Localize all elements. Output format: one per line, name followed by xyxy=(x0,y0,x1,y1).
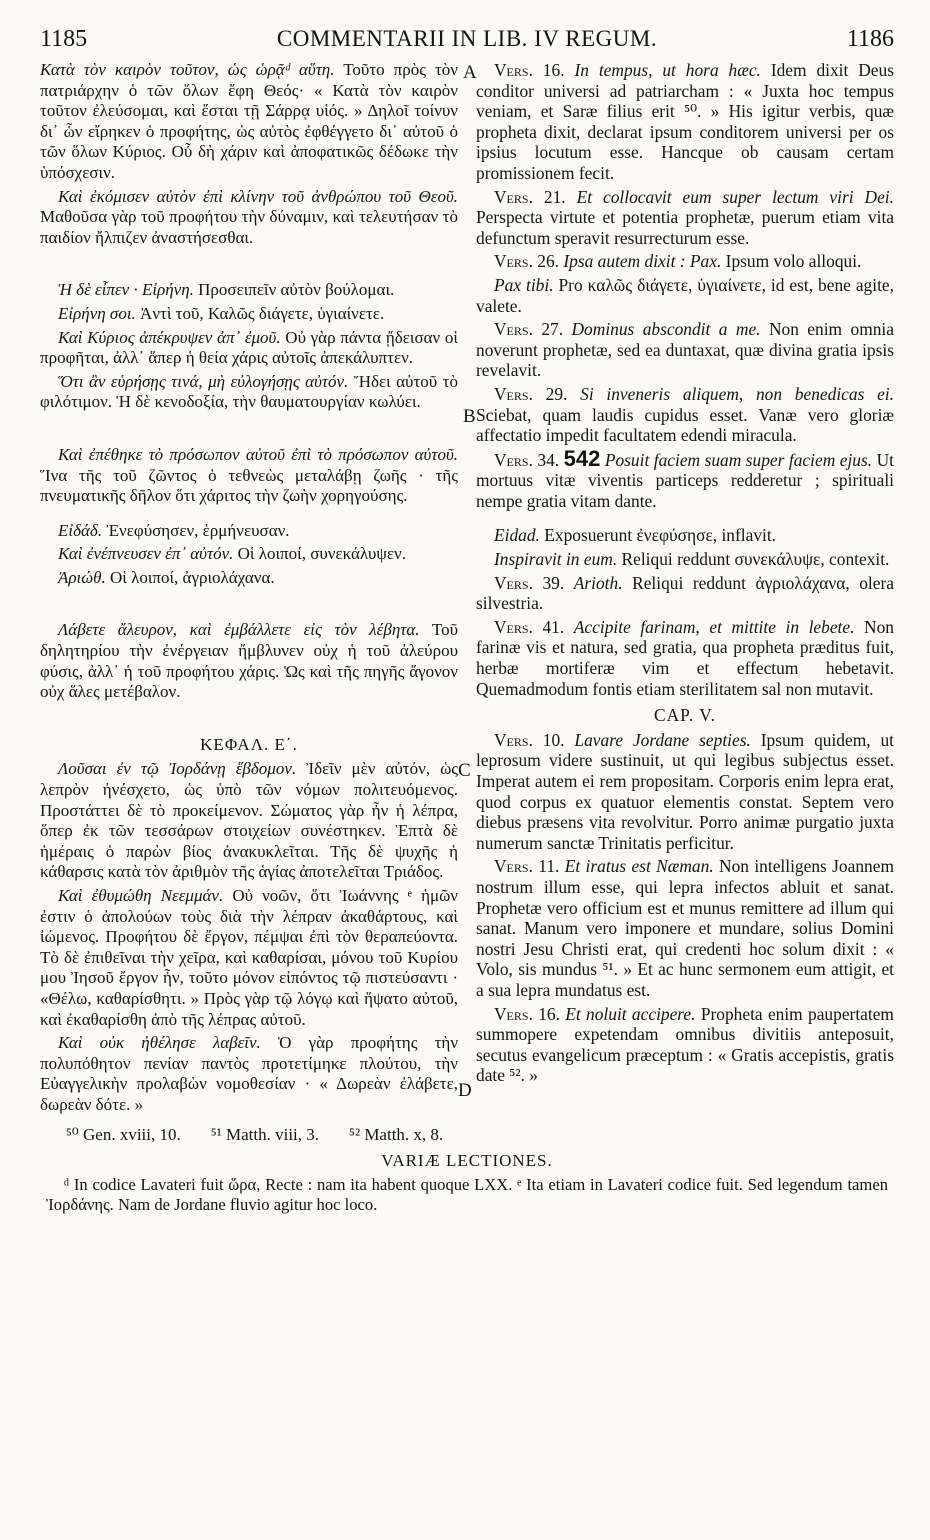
latin-entry: Inspiravit in eum. Reliqui reddunt συνεκάλυψε, contexit. xyxy=(494,549,890,570)
greek-entry: Ἡ δὲ εἶπεν · Εἰρήνη. Προσειπεῖν αὐτὸν βούλομαι. xyxy=(58,280,395,300)
latin-entry: Vers. 34. 542 Posuit faciem suam super faciem ejus. Ut mortuus vitæ viventis particeps redderetur ; spirituali nempe gratia vitam dante. xyxy=(476,445,894,511)
latin-entry: Vers. 39. Arioth. Reliqui reddunt ἀγριολάχανα, olera silvestria. xyxy=(476,572,894,614)
latin-entry: Vers. 16. Et noluit accipere. Propheta enim paupertatem summopere expetendam omnibus divitiis anteposuit, secutus evangelicum præceptum : « Gratis accepistis, gratis date ⁵². » xyxy=(476,1003,894,1086)
greek-entry: Λάβετε ἄλευρον, καὶ ἐμβάλλετε εἰς τὸν λέβητα. Τοῦ δηλητηρίου τὴν ἐνέργειαν ἤμβλυνεν οὐχ ἡ τοῦ ἀλεύρου φύσις, ἀλλ᾽ ἡ τοῦ προφήτου χάρις. Ὡς καὶ τῆς πηγῆς ἄγονον οὐχ ἅλες μετέβαλον. xyxy=(40,620,458,702)
latin-entry: Vers. 16. In tempus, ut hora hæc. Idem dixit Deus conditor universi ad patriarcham : « Juxta hoc tempus veniam, et Saræ filius erit ⁵⁰. » His igitur verbis, quæ propheta dixit, declarat ipsum conditorem universi per os ipsius locutum esse. Hancque ob causam certam promissionem fecit. xyxy=(476,60,894,183)
footnote-ref: ⁵¹ Matth. viii, 3. xyxy=(210,1124,320,1144)
margin-marker-a: A xyxy=(463,62,477,83)
greek-entry: Εἰδάδ. Ἐνεφύσησεν, ἑρμήνευσαν. xyxy=(58,520,290,540)
greek-chapter-heading: ΚΕΦΑΛ. Ε΄. xyxy=(200,734,298,754)
margin-marker-d: D xyxy=(458,1080,472,1101)
latin-entry: Vers. 26. Ipsa autem dixit : Pax. Ipsum volo alloqui. xyxy=(494,251,862,272)
greek-entry: Ὅτι ἂν εὑρήσῃς τινά, μὴ εὐλογήσῃς αὐτόν. Ἤδει αὐτοῦ τὸ φιλότιμον. Ἡ δὲ κενοδοξία, τὴν θαυματουργίαν κωλύει. xyxy=(40,371,458,412)
footnote-ref: ⁵⁰ Gen. xviii, 10. xyxy=(66,1124,181,1144)
greek-entry: Εἰρήνη σοι. Ἀντὶ τοῦ, Καλῶς διάγετε, ὑγιαίνετε. xyxy=(58,303,385,323)
latin-entry: Vers. 11. Et iratus est Næman. Non intelligens Joannem nostrum illum esse, qui lepra infectos abluit et sanat. Prophetæ vero officium est et munus remittere ad illum qui sanat. Manum vero imponere et mundare, solius Domini nostri Jesu Christi erat, qui credenti hoc solum dixit : « Volo, sis mundus ⁵¹. » Et ac hunc sermonem eum attigit, et a sua lepra mundatus est. xyxy=(476,856,894,1000)
greek-column xyxy=(40,60,458,1119)
two-column-body xyxy=(40,60,894,1119)
running-header xyxy=(40,26,894,60)
latin-entry: Vers. 41. Accipite farinam, et mittite in lebete. Non farinæ vis et natura, sed gratia, qua propheta præditus fuit, herbæ mortiferæ vim et effectum hebetavit. Quemadmodum fontis etiam sterilitatem sal non mutavit. xyxy=(476,616,894,699)
margin-marker-c: C xyxy=(458,760,471,781)
footnote-ref: ⁵² Matth. x, 8. xyxy=(349,1124,444,1144)
latin-entry: Eidad. Exposuerunt ἐνεφύσησε, inflavit. xyxy=(494,525,777,546)
left-column-number: 1185 xyxy=(40,26,88,52)
greek-entry: Καὶ ἐκόμισεν αὐτὸν ἐπὶ κλίνην τοῦ ἀνθρώπου τοῦ Θεοῦ. Μαθοῦσα γὰρ τοῦ προφήτου τὴν δύναμιν, καὶ τελευτήσαν τὸ παιδίον ἤλπιζεν ἀναστήσεσθαι. xyxy=(40,186,458,247)
latin-column xyxy=(476,60,894,1119)
variae-lectiones-text: ᵈ In codice Lavateri fuit ὥρα, Recte : nam ita habent quoque LXX. ᵉ Ita etiam in Lavateri codice fuit. Sed legendum tamen Ἰορδάνης. Nam de Jordane fluvio agitur hoc loco. xyxy=(46,1174,888,1214)
running-title: COMMENTARII IN LIB. IV REGUM. xyxy=(276,26,658,51)
latin-entry: Vers. 10. Lavare Jordane septies. Ipsum quidem, ut leprosum videre sustinuit, ut qui legibus subjectus esset. Imperat autem ei rem propositam. Corporis enim lepra erat, quod corpus ex quatuor elementis constat. Septem vero diebus præsens vita revolvitur. Porro animæ purgatio juxta numerum sanctæ Trinitatis perficitur. xyxy=(476,729,894,853)
greek-entry: Καὶ Κύριος ἀπέκρυψεν ἀπ᾽ ἐμοῦ. Οὐ γὰρ πάντα ᾔδεισαν οἱ προφῆται, ἀλλ᾽ ἅπερ ἡ θεία χάρις αὐτοῖς ἀπεκάλυπτεν. xyxy=(40,327,458,368)
latin-entry: Pax tibi. Pro καλῶς διάγετε, ὑγιαίνετε, id est, bene agite, valete. xyxy=(476,274,894,316)
latin-chapter-heading: CAP. V. xyxy=(654,705,716,726)
column-number-542: 542 xyxy=(563,445,601,471)
greek-entry: Κατὰ τὸν καιρὸν τοῦτον, ὡς ὡρᾷᵈ αὕτη. Τοῦτο πρὸς τὸν πατριάρχην ὁ τῶν ὅλων ἔφη Θεός· « Κατὰ τὸν καιρὸν τοῦτον ἐλεύσομαι, καὶ ἔσται τῇ Σάρρᾳ υἱός. » Δηλοῖ τοίνυν δι᾽ ὧν εἴρηκεν ὁ προφήτης, ὡς αὐτὸς ἐφθέγγετο δι᾽ αὐτοῦ ὁ τῶν ὅλων Κύριος. Οὗ δὴ χάριν καὶ ἀποφατικῶς δέδωκε τὴν ὑπόσχεσιν. xyxy=(40,60,458,182)
variae-lectiones-heading: VARIÆ LECTIONES. xyxy=(381,1150,553,1170)
greek-entry: Λοῦσαι ἐν τῷ Ἰορδάνῃ ἕβδομον. Ἰδεῖν μὲν αὐτόν, ὡς λεπρὸν ἠνέσχετο, ὡς ὑπὸ τῶν νόμων πολιτευόμενος. Προστάττει δὲ τὸ προκείμενον. Σώματος γὰρ ἦν ἡ λέπρα, ὅπερ ἐκ τῶν τεσσάρων στοιχείων συνέστηκεν. Ἑπτὰ δὲ ἡμέραις ὁ παρὼν βίος ἀνακυκλεῖται. Τῆς δὲ ψυχῆς ἡ κάθαρσις κατὰ τὸν ἀριθμὸν τῆς ἁγίας ἀποτελεῖται Τριάδος. xyxy=(40,759,459,882)
latin-entry: Vers. 27. Dominus abscondit a me. Non enim omnia noverunt prophetæ, sed ea duntaxat, quæ divina gratia ipsis revelavit. xyxy=(476,319,894,381)
latin-entry: Vers. 21. Et collocavit eum super lectum viri Dei. Perspecta virtute et potentia prophetæ, puerum etiam vita defunctum speravit resurrecturum esse. xyxy=(476,186,894,248)
greek-entry: Ἀριώθ. Οἱ λοιποί, ἀγριολάχανα. xyxy=(58,567,275,587)
greek-entry: Καὶ ἐθυμώθη Νεεμμάν. Οὐ νοῶν, ὅτι Ἰωάννης ᵉ ἡμῶν ἐστιν ὁ ἀπολούων τοὺς διὰ τὴν λέπραν ἀκαθάρτους, καὶ ἰώμενος. Προφήτου δὲ ἔργον, πέμψαι ἐπὶ τὸν θεραπεύοντα. Τὸ δὲ ἐπιθεῖναι τὴν χεῖρα, καὶ καθαρίσαι, μόνου τοῦ Κυρίου μου Ἰησοῦ ἔργον ἦν, τοῦτο μόνον εἰπόντος τῷ πιστεύσαντι · «Θέλω, καθαρίσθητι. » Πρὸς γὰρ τῷ λόγῳ καὶ ἥψατο αὐτοῦ, καὶ ἐκαθαρίσθη ἀπὸ τῆς λέπρας αὐτοῦ. xyxy=(40,886,458,1029)
greek-entry: Καὶ ἐνέπνευσεν ἐπ᾽ αὐτόν. Οἱ λοιποί, συνεκάλυψεν. xyxy=(58,544,406,564)
scripture-references xyxy=(46,1125,888,1145)
margin-marker-b: B xyxy=(463,406,476,427)
greek-entry: Καὶ ἐπέθηκε τὸ πρόσωπον αὐτοῦ ἐπὶ τὸ πρόσωπον αὐτοῦ. Ἵνα τῆς τοῦ ζῶντος ὁ τεθνεὼς μεταλάβῃ ζωῆς · τῆς πνευματικῆς δῆλον ὅτι χάριτος τὴν ζωὴν χορηγούσης. xyxy=(40,444,458,506)
greek-entry: Καὶ οὐκ ἠθέλησε λαβεῖν. Ὁ γὰρ προφήτης τὴν πολυπόθητον πενίαν παντὸς προτετίμηκε πλούτου, τὴν Εὐαγγελικὴν προλαβὼν νομοθεσίαν · « Δωρεὰν ἐλάβετε, δωρεὰν δότε. » xyxy=(40,1033,459,1114)
footnotes xyxy=(40,1125,894,1215)
right-column-number: 1186 xyxy=(846,26,894,52)
latin-entry: Vers. 29. Si inveneris aliquem, non benedicas ei. Sciebat, quam laudis cupidus esset. Vanæ vero gloriæ affectatio impedit facultatem edendi miracula. xyxy=(476,383,894,446)
